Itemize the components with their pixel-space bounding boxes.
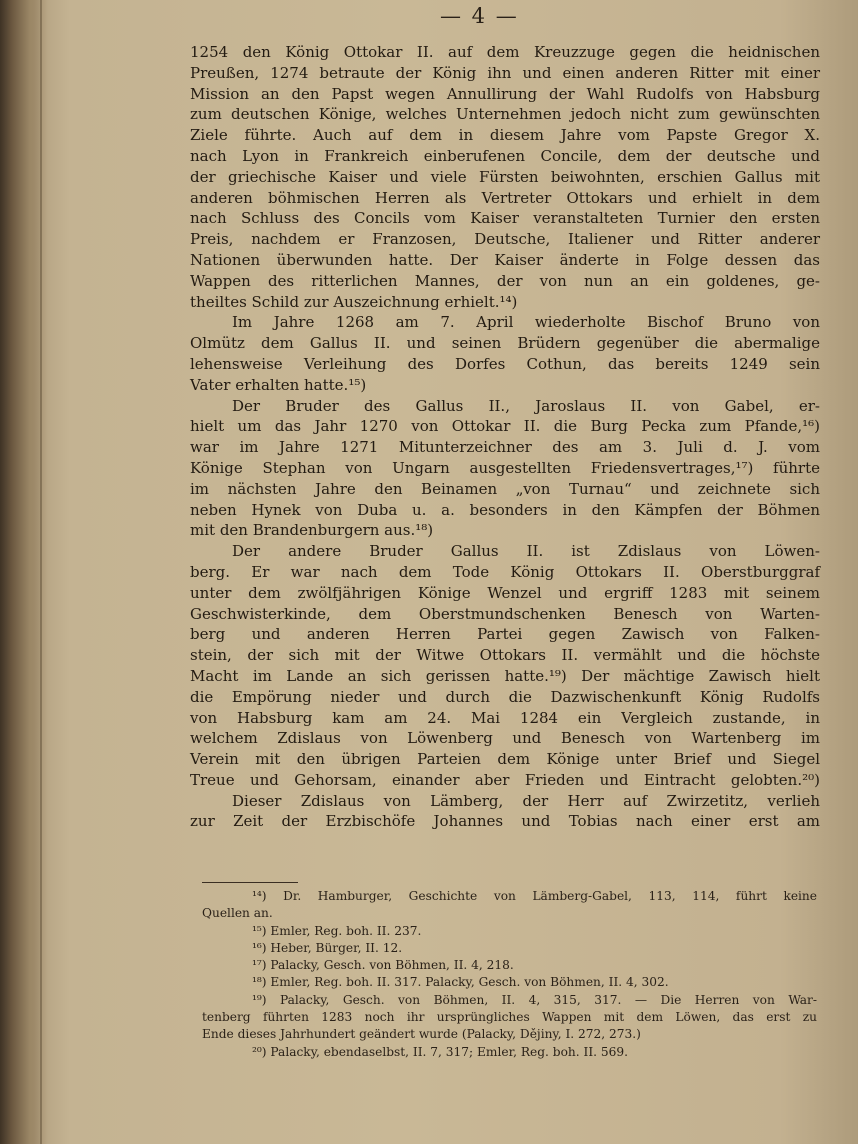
text-line: neben Hynek von Duba u. a. besonders in den Kämpfen der Böhmen xyxy=(190,500,820,519)
text-line: von Habsburg kam am 24. Mai 1284 ein Vergleich zustande, in xyxy=(190,708,820,727)
text-line: nach Lyon in Frankreich einberufenen Concile, dem der deutsche und xyxy=(190,146,820,165)
footnote-line: ²⁰) Palacky, ebendaselbst, II. 7, 317; Emler, Reg. boh. II. 569. xyxy=(252,1044,629,1059)
footnote-line: ¹⁷) Palacky, Gesch. von Böhmen, II. 4, 218. xyxy=(252,958,514,973)
text-line: nach Schluss des Concils vom Kaiser veranstalteten Turnier den ersten xyxy=(190,209,820,228)
text-line: der griechische Kaiser und viele Fürsten beiwohnten, erschien Gallus mit xyxy=(190,167,820,186)
text-line: mit den Brandenburgern aus.¹⁸) xyxy=(190,521,434,540)
text-line: Olmütz dem Gallus II. und seinen Brüdern gegenüber die abermalige xyxy=(190,334,820,353)
text-line: die Empörung nieder und durch die Dazwischenkunft König Rudolfs xyxy=(190,687,820,706)
footnote-line: ¹⁴) Dr. Hamburger, Geschichte von Lämberg-Gabel, 113, 114, führt keine xyxy=(252,889,817,903)
page-number: — 4 — xyxy=(440,4,519,28)
text-line: im nächsten Jahre den Beinamen „von Turnau“ und zeichnete sich xyxy=(190,479,820,498)
text-line: berg. Er war nach dem Tode König Ottokars II. Oberstburggraf xyxy=(190,562,820,581)
text-line: Preis, nachdem er Franzosen, Deutsche, Italiener und Ritter anderer xyxy=(190,230,820,249)
text-line: Ziele führte. Auch auf dem in diesem Jahre vom Papste Gregor X. xyxy=(190,126,820,145)
text-line: Preußen, 1274 betraute der König ihn und einen anderen Ritter mit einer xyxy=(190,63,820,82)
text-line: Macht im Lande an sich gerissen hatte.¹⁹) Der mächtige Zawisch hielt xyxy=(190,666,820,685)
text-line: Nationen überwunden hatte. Der Kaiser änderte in Folge dessen das xyxy=(190,250,820,269)
text-line: Verein mit den übrigen Parteien dem Könige unter Brief und Siegel xyxy=(190,750,820,769)
text-line: zum deutschen Könige, welches Unternehmen jedoch nicht zum gewünschten xyxy=(190,105,820,124)
text-line: lehensweise Verleihung des Dorfes Cothun, das bereits 1249 sein xyxy=(190,354,820,373)
text-line: Geschwisterkinde, dem Oberstmundschenken Benesch von Warten- xyxy=(190,604,820,623)
text-line: zur Zeit der Erzbischöfe Johannes und Tobias nach einer erst am xyxy=(190,812,820,831)
footnotes xyxy=(202,888,817,1061)
footnote-line: ¹⁸) Emler, Reg. boh. II. 317. Palacky, Gesch. von Böhmen, II. 4, 302. xyxy=(252,975,669,990)
footnote-line: ¹⁹) Palacky, Gesch. von Böhmen, II. 4, 315, 317. — Die Herren von War- xyxy=(252,992,817,1007)
text-line: war im Jahre 1271 Mitunterzeichner des am 3. Juli d. J. vom xyxy=(190,438,820,457)
text-line: Im Jahre 1268 am 7. April wiederholte Bischof Bruno von xyxy=(232,313,820,332)
footnote-line: Ende dieses Jahrhundert geändert wurde (Palacky, Dějiny, I. 272, 273.) xyxy=(202,1027,641,1042)
text-line: welchem Zdislaus von Löwenberg und Benesch von Wartenberg im xyxy=(190,729,820,748)
text-line: Treue und Gehorsam, einander aber Frieden und Eintracht gelobten.²⁰) xyxy=(190,770,820,789)
text-line: theiltes Schild zur Auszeichnung erhielt.¹⁴) xyxy=(190,292,518,311)
text-line: Wappen des ritterlichen Mannes, der von nun an ein goldenes, ge- xyxy=(190,271,820,290)
fold-line xyxy=(40,0,42,1144)
footnote-line: ¹⁵) Emler, Reg. boh. II. 237. xyxy=(252,923,422,938)
text-line: Dieser Zdislaus von Lämberg, der Herr auf Zwirzetitz, verlieh xyxy=(232,791,820,810)
text-line: anderen böhmischen Herren als Vertreter Ottokars und erhielt in dem xyxy=(190,188,820,207)
text-line: berg und anderen Herren Partei gegen Zawisch von Falken- xyxy=(190,625,820,644)
text-line: Der Bruder des Gallus II., Jaroslaus II. von Gabel, er- xyxy=(232,396,820,415)
footnote-line: Quellen an. xyxy=(202,906,273,921)
text-line: unter dem zwölfjährigen Könige Wenzel und ergriff 1283 mit seinem xyxy=(190,583,820,602)
text-line: Vater erhalten hatte.¹⁵) xyxy=(190,375,367,394)
text-line: Mission an den Papst wegen Annullirung der Wahl Rudolfs von Habsburg xyxy=(190,84,820,103)
text-line: stein, der sich mit der Witwe Ottokars II. vermählt und die höchste xyxy=(190,646,820,665)
main-text xyxy=(190,42,820,832)
footnote-divider xyxy=(202,882,298,883)
text-line: hielt um das Jahr 1270 von Ottokar II. die Burg Pecka zum Pfande,¹⁶) xyxy=(190,417,820,436)
footnote-line: tenberg führten 1283 noch ihr ursprüngliches Wappen mit dem Löwen, das erst zu xyxy=(202,1010,817,1025)
text-line: 1254 den König Ottokar II. auf dem Kreuzzuge gegen die heidnischen xyxy=(190,43,820,61)
footnote-line: ¹⁶) Heber, Bürger, II. 12. xyxy=(252,940,403,955)
text-line: Der andere Bruder Gallus II. ist Zdislaus von Löwen- xyxy=(232,542,820,561)
text-line: Könige Stephan von Ungarn ausgestellten Friedensvertrages,¹⁷) führte xyxy=(190,458,820,477)
